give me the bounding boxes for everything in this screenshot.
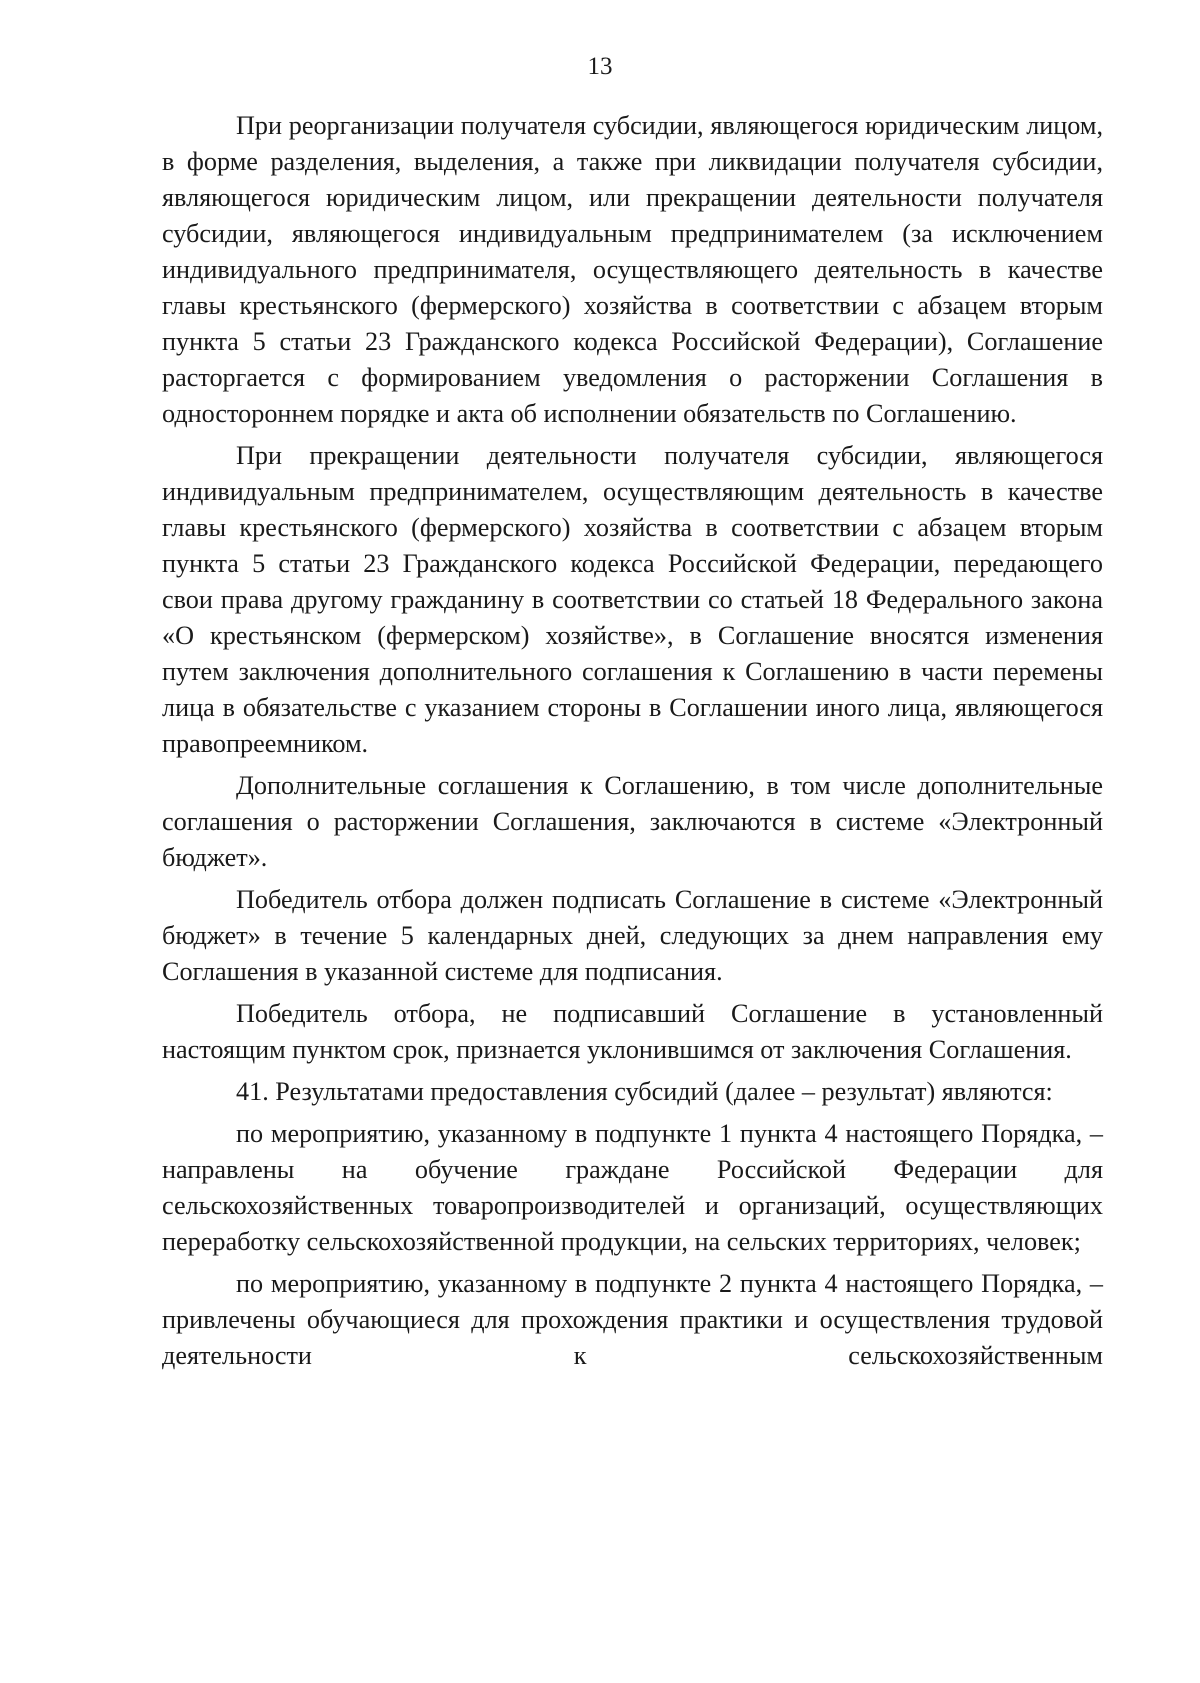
document-body [162, 108, 1103, 1374]
page-number: 13 [587, 53, 613, 80]
paragraph-result-subitem-1: по мероприятию, указанному в подпункте 1 пункта 4 настоящего Порядка, – направлены на обучение граждане Российской Федерации для сельскохозяйственных товаропроизводителей и организаций, осуществляющих переработку сельскохозяйственной продукции, на сельских территориях, человек; [162, 1119, 1103, 1256]
paragraph-winner-evasion: Победитель отбора, не подписавший Соглашение в установленный настоящим пунктом срок, признается уклонившимся от заключения Соглашения. [162, 999, 1103, 1064]
paragraph-result-subitem-2: по мероприятию, указанному в подпункте 2 пункта 4 настоящего Порядка, – привлечены обучающиеся для прохождения практики и осуществления трудовой деятельности к сельскохозяйственным [162, 1269, 1103, 1370]
paragraph-additional-agreements: Дополнительные соглашения к Соглашению, в том числе дополнительные соглашения о расторжении Соглашения, заключаются в системе «Электронный бюджет». [162, 771, 1103, 872]
paragraph-winner-sign-deadline: Победитель отбора должен подписать Соглашение в системе «Электронный бюджет» в течение 5 календарных дней, следующих за днем направления ему Соглашения в указанной системе для подписания. [162, 885, 1103, 986]
paragraph-item-41-results: 41. Результатами предоставления субсидий (далее – результат) являются: [236, 1077, 1053, 1106]
paragraph-reorganization: При реорганизации получателя субсидии, являющегося юридическим лицом, в форме разделения, выделения, а также при ликвидации получателя субсидии, являющегося юридическим лицом, или прекращении деятельности получателя субсидии, являющегося индивидуальным предпринимателем (за исключением индивидуального предпринимателя, осуществляющего деятельность в качестве главы крестьянского (фермерского) хозяйства в соответствии с абзацем вторым пункта 5 статьи 23 Гражданского кодекса Российской Федерации), Соглашение расторгается с формированием уведомления о расторжении Соглашения в одностороннем порядке и акта об исполнении обязательств по Соглашению. [162, 111, 1103, 428]
paragraph-termination-entrepreneur: При прекращении деятельности получателя субсидии, являющегося индивидуальным предпринимателем, осуществляющим деятельность в качестве главы крестьянского (фермерского) хозяйства в соответствии с абзацем вторым пункта 5 статьи 23 Гражданского кодекса Российской Федерации, передающего свои права другому гражданину в соответствии со статьей 18 Федерального закона «О крестьянском (фермерском) хозяйстве», в Соглашение вносятся изменения путем заключения дополнительного соглашения к Соглашению в части перемены лица в обязательстве с указанием стороны в Соглашении иного лица, являющегося правопреемником. [162, 441, 1103, 758]
